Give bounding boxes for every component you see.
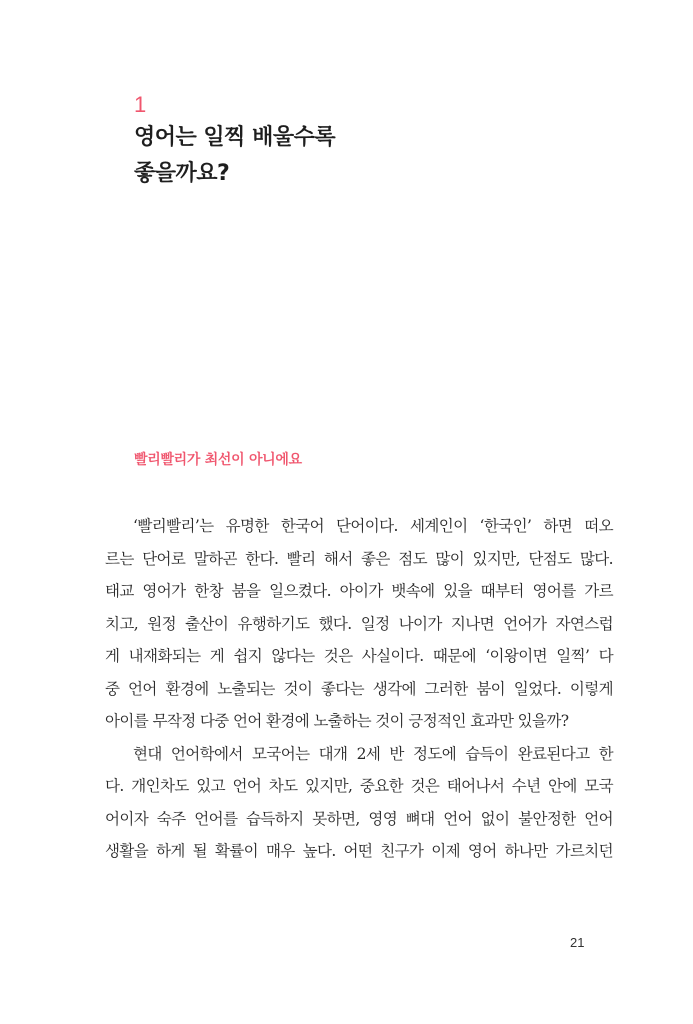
body-line-9: 다. 개인차도 있고 언어 차도 있지만, 중요한 것은 태어나서 수년 안에 모국 <box>105 777 613 795</box>
body-paragraphs <box>105 510 613 868</box>
section-heading: 빨리빨리가 최선이 아니에요 <box>134 452 302 468</box>
body-line-4: 치고, 원정 출산이 유행하기도 했다. 일정 나이가 지나면 언어가 자연스럽 <box>105 614 613 633</box>
body-line-8: 현대 언어학에서 모국어는 대개 2세 반 정도에 습득이 완료된다고 한 <box>133 744 613 763</box>
body-line-1: ‘빨리빨리’는 유명한 한국어 단어이다. 세계인이 ‘한국인’ 하면 떠오 <box>133 517 613 535</box>
body-line-2: 르는 단어로 말하곤 한다. 빨리 해서 좋은 점도 많이 있지만, 단점도 많다. <box>105 549 613 568</box>
body-line-5: 게 내재화되는 게 쉽지 않다는 것은 사실이다. 때문에 ‘이왕이면 일찍’ 다 <box>105 647 613 665</box>
chapter-title <box>134 120 534 192</box>
body-line-6: 중 언어 환경에 노출되는 것이 좋다는 생각에 그러한 붐이 일었다. 이렇게 <box>105 679 613 698</box>
chapter-title-line-1: 영어는 일찍 배울수록 <box>134 125 336 150</box>
body-line-7: 아이를 무작정 다중 언어 환경에 노출하는 것이 긍정적인 효과만 있을까? <box>105 712 569 730</box>
body-line-11: 생활을 하게 될 확률이 매우 높다. 어떤 친구가 이제 영어 하나만 가르치던 <box>105 842 613 860</box>
page-number: 21 <box>570 935 585 950</box>
chapter-title-line-2: 좋을까요? <box>134 161 230 186</box>
body-line-3: 태교 영어가 한창 붐을 일으켰다. 아이가 뱃속에 있을 때부터 영어를 가르 <box>105 582 613 600</box>
chapter-number: 1 <box>134 92 147 117</box>
body-line-10: 어이자 숙주 언어를 습득하지 못하면, 영영 뼈대 언어 없이 불안정한 언어 <box>105 809 613 828</box>
